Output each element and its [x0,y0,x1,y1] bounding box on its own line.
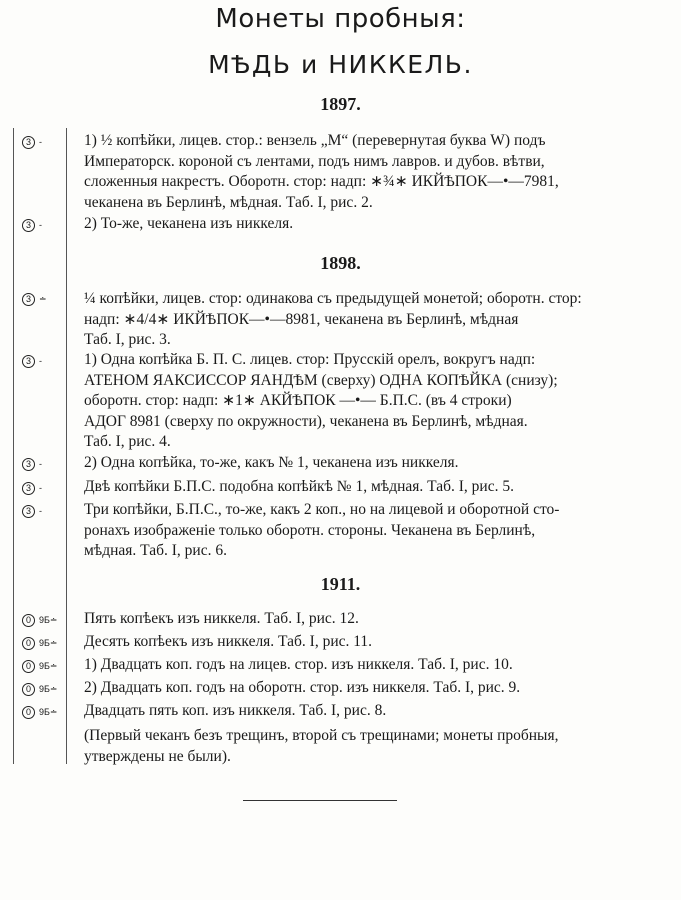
rarity-mark [22,217,42,233]
entry-line: Двадцать пять коп. изъ никкеля. Таб. I, рис. 8. [84,702,387,719]
entry-line: мѣдная. Таб. I, рис. 6. [84,542,227,559]
entry-line: чеканена въ Берлинѣ, мѣдная. Таб. I, рис. 2. [84,193,373,211]
rarity-circle: 0 [22,637,35,650]
rarity-circle: 3 [22,505,35,518]
rarity-circle: 3 [22,355,35,368]
rarity-mark [22,480,42,496]
entry-line: ронахъ изображеніе только оборотн. стороны. Чеканена въ Берлинѣ, [84,521,536,539]
entry-line: 2) Двадцать коп. годъ на оборотн. стор. изъ никкеля. Таб. I, рис. 9. [84,679,521,696]
rarity-circle: 0 [22,660,35,673]
entry-1911-4 [84,678,632,699]
rarity-suffix: 9Б∸ [39,660,58,671]
year-heading-1897: 1897. [320,94,361,114]
entry-line: надп: ∗4/4∗ ИКЙѢПОК—•—8981, чеканена въ Берлинѣ, мѣдная [84,310,519,328]
entry-line: 1) ½ копѣйки, лицев. стор.: вензель „M“ (перевернутая буква W) подъ [84,132,546,149]
entry-1911-2 [84,632,632,653]
entry-1898-1 [84,289,632,351]
page-subtitle: МѢДЬ и НИККЕЛЬ. [208,50,473,79]
rarity-mark [22,681,57,697]
rarity-suffix: - [39,356,42,366]
entry-1911-5 [84,701,632,722]
rarity-mark [22,612,57,628]
entry-line: АТЕНОМ ЯАКСИССОР ЯАНДѢМ (сверху) ОДНА КОПѢЙКА (снизу); [84,371,558,389]
entry-1898-2 [84,350,632,453]
closing-divider [243,800,397,801]
entry-line: ¼ копѣйки, лицев. стор: одинакова съ предыдущей монетой; оборотн. стор: [84,290,582,307]
rarity-circle: 3 [22,136,35,149]
entry-1898-4 [84,477,632,498]
entry-line: Императорск. короной съ лентами, подъ нимъ лавров. и дубов. вѣтви, [84,152,545,170]
rarity-mark [22,658,57,674]
rarity-suffix: ∸ [39,293,47,304]
rarity-circle: 3 [22,293,35,306]
entry-line: Таб. I, рис. 3. [84,331,171,348]
rarity-mark [22,704,57,720]
rarity-suffix: 9Б∸ [39,683,58,694]
rarity-mark [22,291,47,307]
rarity-circle: 0 [22,683,35,696]
rarity-mark [22,503,42,519]
entry-line: 2) Одна копѣйка, то-же, какъ № 1, чеканена изъ никкеля. [84,454,459,471]
rarity-circle: 3 [22,482,35,495]
rarity-mark [22,635,57,651]
entry-1897-2 [84,214,632,235]
entry-line: АДОГ 8981 (сверху по окружности), чеканена въ Берлинѣ, мѣдная. [84,412,528,430]
rarity-circle: 3 [22,219,35,232]
rarity-circle: 0 [22,614,35,627]
entry-1898-5 [84,500,632,562]
entry-line: Пять копѣекъ изъ никкеля. Таб. I, рис. 12. [84,610,359,627]
rarity-suffix: 9Б∸ [39,637,58,648]
entry-1911-note [84,726,632,767]
rarity-column-rule [66,128,67,764]
rarity-suffix: - [39,506,42,516]
rarity-circle: 0 [22,706,35,719]
rarity-circle: 3 [22,458,35,471]
rarity-suffix: - [39,459,42,469]
entry-line: Три копѣйки, Б.П.С., то-же, какъ 2 коп., но на лицевой и оборотной сто- [84,501,560,518]
left-margin-rule [13,128,14,764]
rarity-suffix: - [39,137,42,147]
rarity-mark [22,353,42,369]
entry-line: Десять копѣекъ изъ никкеля. Таб. I, рис. 11. [84,633,373,650]
entry-line: Таб. I, рис. 4. [84,433,171,450]
entry-line: Двѣ копѣйки Б.П.С. подобна копѣйкѣ № 1, мѣдная. Таб. I, рис. 5. [84,478,514,495]
year-heading-1911: 1911. [320,574,361,594]
rarity-suffix: 9Б∸ [39,706,58,717]
rarity-mark [22,134,42,150]
entry-line: (Первый чеканъ безъ трещинъ, второй съ трещинами; монеты пробныя, [84,727,559,744]
page-title: Монеты пробныя: [215,4,466,34]
entry-line: утверждены не были). [84,747,231,765]
entry-1911-3 [84,655,632,676]
entry-line: 1) Двадцать коп. годъ на лицев. стор. изъ никкеля. Таб. I, рис. 10. [84,656,513,673]
entry-line: 2) То-же, чеканена изъ никкеля. [84,215,294,232]
entry-1897-1 [84,131,632,213]
rarity-suffix: - [39,483,42,493]
year-heading-1898: 1898. [320,253,361,273]
entry-1911-1 [84,609,632,630]
entry-1898-3 [84,453,632,474]
rarity-suffix: 9Б∸ [39,614,58,625]
rarity-suffix: - [39,220,42,230]
entry-line: оборотн. стор: надп: ∗1∗ АКЙѢПОК —•— Б.П.С. (въ 4 строки) [84,392,512,409]
entry-line: 1) Одна копѣйка Б. П. С. лицев. стор: Прусскій орелъ, вокругъ надп: [84,351,536,368]
entry-line: сложенныя накрестъ. Оборотн. стор: надп: ∗¾∗ ИКЙѢПОК—•—7981, [84,173,559,190]
rarity-mark [22,456,42,472]
